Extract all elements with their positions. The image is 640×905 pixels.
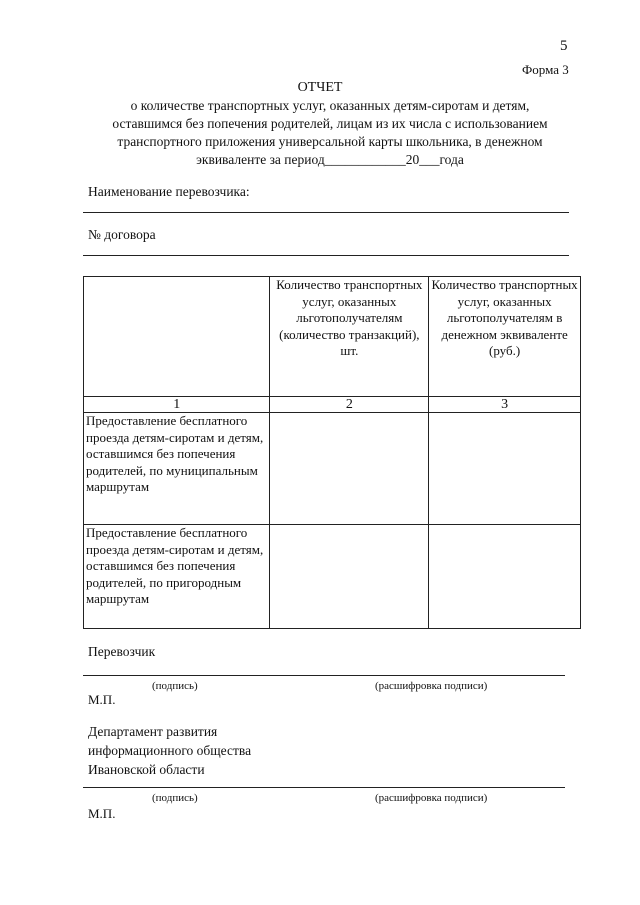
contract-label: № договора <box>88 227 156 242</box>
department-stamp-label: М.П. <box>88 806 116 821</box>
row-value-money[interactable] <box>429 525 581 629</box>
subtitle-line: эквиваленте за период____________20___года <box>196 152 464 167</box>
department-signature-caption: (подпись) <box>152 792 198 804</box>
department-label-line: Департамент развития <box>88 724 218 739</box>
table-header-row <box>84 277 581 397</box>
header-cell-transactions: Количество транспортных услуг, оказанных льготополучателям (количество транзакций), шт. <box>270 277 429 397</box>
subtitle-line: транспортного приложения универсальной карты школьника, в денежном <box>117 134 543 149</box>
report-title: ОТЧЕТ <box>297 80 343 95</box>
form-label: Форма 3 <box>522 62 569 77</box>
carrier-signature-caption: (подпись) <box>152 680 198 692</box>
department-label-line: информационного общества <box>88 743 252 758</box>
column-number: 2 <box>270 397 429 413</box>
column-number-row <box>84 397 581 413</box>
carrier-name-line <box>83 212 569 213</box>
column-number: 3 <box>429 397 581 413</box>
table-row <box>84 525 581 629</box>
department-label <box>88 722 251 779</box>
carrier-stamp-label: М.П. <box>88 692 116 707</box>
subtitle-line: о количестве транспортных услуг, оказанных детям-сиротам и детям, <box>130 98 530 113</box>
page-number: 5 <box>560 38 568 54</box>
department-sign-line <box>83 787 565 788</box>
carrier-sign-line <box>83 675 565 676</box>
row-value-money[interactable] <box>429 413 581 525</box>
subtitle-line: оставшимся без попечения родителей, лицам из их числа с использованием <box>112 116 548 131</box>
row-value-transactions[interactable] <box>270 525 429 629</box>
table-row <box>84 413 581 525</box>
department-label-line: Ивановской области <box>88 762 205 777</box>
contract-line <box>83 255 569 256</box>
carrier-sign-label: Перевозчик <box>88 644 156 659</box>
header-cell-empty <box>84 277 270 397</box>
header-cell-money: Количество транспортных услуг, оказанных льготополучателям в денежном эквиваленте (руб.) <box>429 277 581 397</box>
report-table <box>83 276 581 629</box>
row-value-transactions[interactable] <box>270 413 429 525</box>
report-subtitle <box>60 97 600 169</box>
row-label-municipal: Предоставление бесплатного проезда детям-сиротам и детям, оставшимся без попечения родителей, по муниципальным маршрутам <box>84 413 270 525</box>
department-decoding-caption: (расшифровка подписи) <box>375 792 488 804</box>
column-number: 1 <box>84 397 270 413</box>
row-label-suburban: Предоставление бесплатного проезда детям-сиротам и детям, оставшимся без попечения родителей, по пригородным маршрутам <box>84 525 270 629</box>
carrier-decoding-caption: (расшифровка подписи) <box>375 680 488 692</box>
carrier-name-label: Наименование перевозчика: <box>88 184 250 199</box>
